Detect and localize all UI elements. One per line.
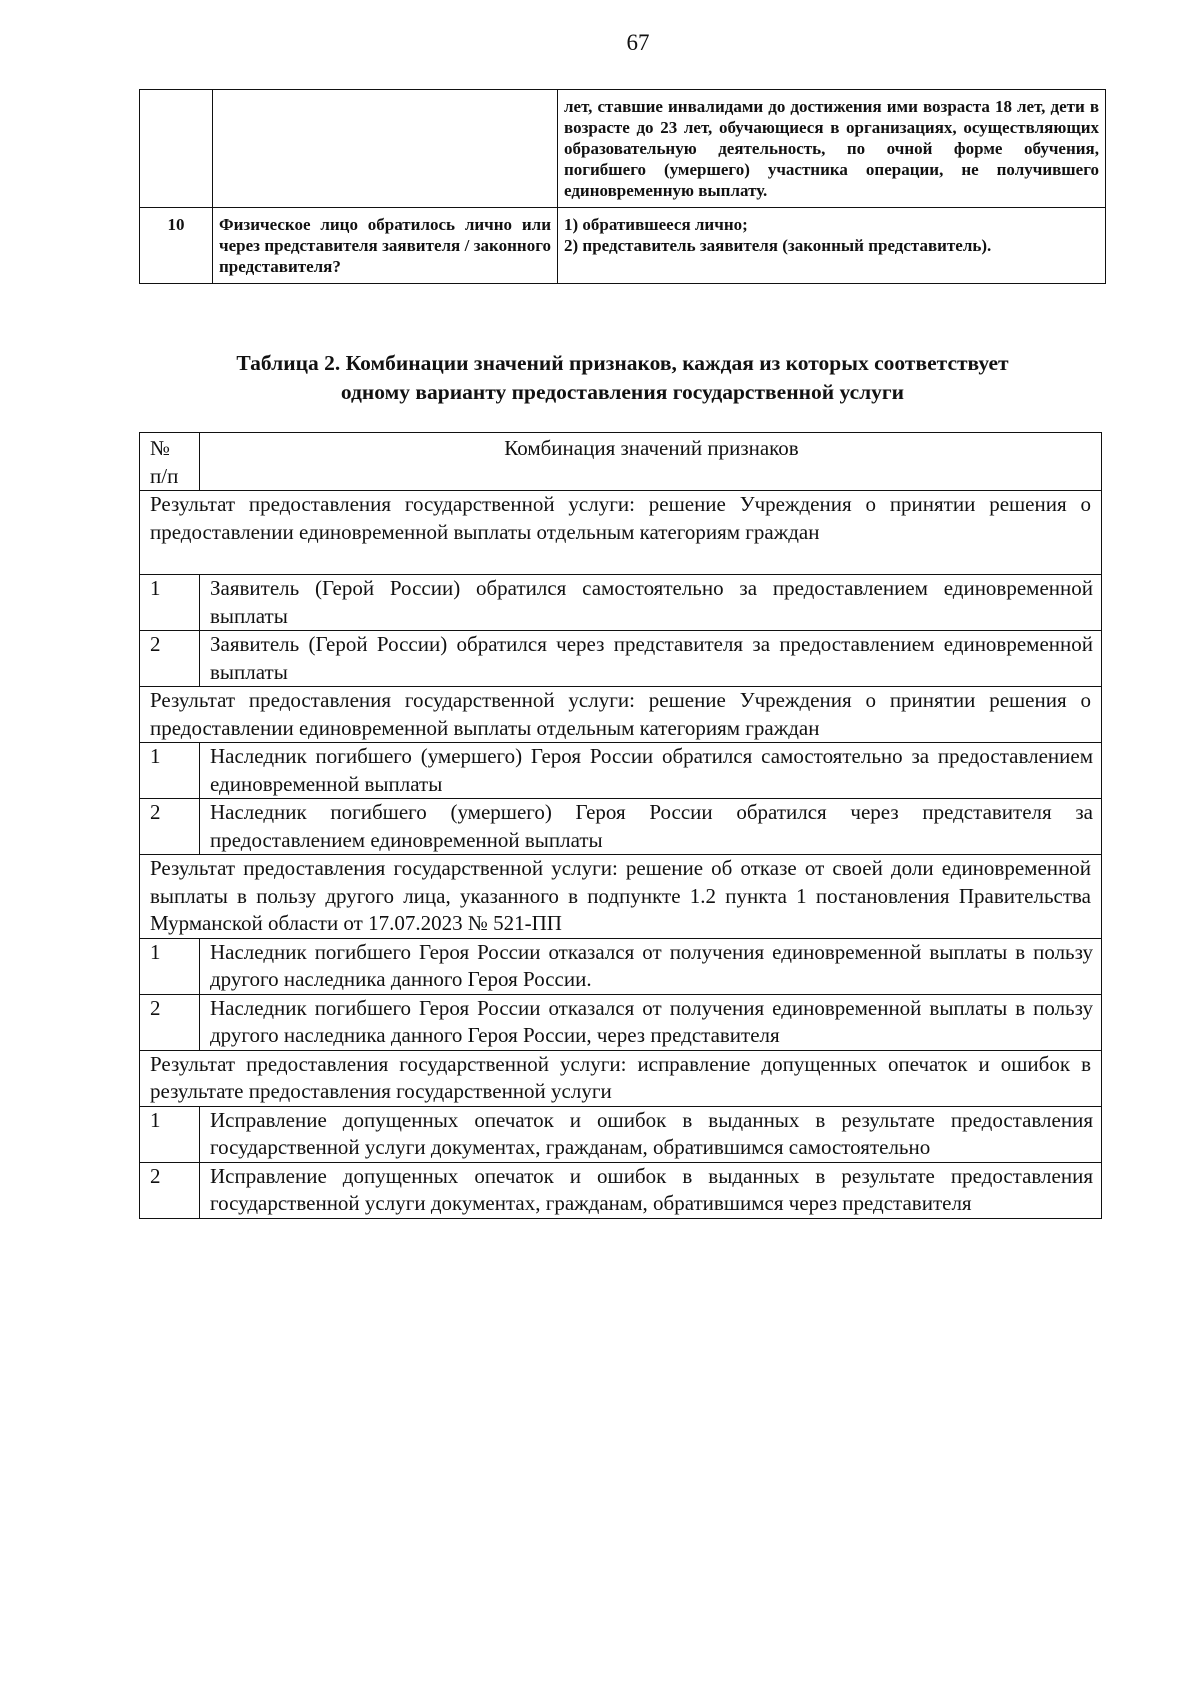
combinations-table	[139, 432, 1102, 1219]
combination-cell: Исправление допущенных опечаток и ошибок в выданных в результате предоставления государственной услуги документах, гражданам, обратившимся самостоятельно	[200, 1106, 1102, 1162]
combination-cell: Наследник погибшего (умершего) Героя России обратился самостоятельно за предоставлением единовременной выплаты	[200, 743, 1102, 799]
question-cell: Физическое лицо обратилось лично или через представителя заявителя / законного представителя?	[213, 208, 558, 284]
table-row	[140, 938, 1102, 994]
answer-cell	[558, 208, 1106, 284]
table2-title-line: Таблица 2. Комбинации значений признаков, каждая из которых соответствует	[236, 351, 1009, 375]
table-row	[140, 208, 1106, 284]
combination-cell: Наследник погибшего (умершего) Героя России обратился через представителя за предоставлением единовременной выплаты	[200, 799, 1102, 855]
row-number-cell: 2	[140, 631, 200, 687]
row-number-cell: 1	[140, 938, 200, 994]
table-row	[140, 994, 1102, 1050]
answer-option: 2) представитель заявителя (законный представитель).	[564, 236, 992, 255]
table-row	[140, 575, 1102, 631]
table-row	[140, 799, 1102, 855]
row-number-cell: 10	[140, 208, 213, 284]
row-number-cell: 2	[140, 1162, 200, 1218]
table-row	[140, 90, 1106, 208]
row-number-cell: 1	[140, 1106, 200, 1162]
combination-cell: Наследник погибшего Героя России отказался от получения единовременной выплаты в пользу другого наследника данного Героя России, через представителя	[200, 994, 1102, 1050]
row-number-cell: 1	[140, 575, 200, 631]
section-heading: Результат предоставления государственной услуги: решение Учреждения о принятии решения о предоставлении единовременной выплаты отдельным категориям граждан	[140, 491, 1102, 575]
row-number-cell	[140, 90, 213, 208]
table2-title-line: одному варианту предоставления государственной услуги	[340, 380, 905, 404]
row-number-cell: 2	[140, 994, 200, 1050]
header-num-symbol: №	[150, 436, 171, 460]
table-row	[140, 1162, 1102, 1218]
section-heading-row	[140, 687, 1102, 743]
combination-cell: Наследник погибшего Героя России отказался от получения единовременной выплаты в пользу другого наследника данного Героя России.	[200, 938, 1102, 994]
header-num-label: п/п	[150, 463, 179, 488]
answer-cell: лет, ставшие инвалидами до достижения ими возраста 18 лет, дети в возрасте до 23 лет, обучающиеся в организациях, осуществляющих образовательную деятельность, по очной форме обучения, погибшего (умершего) участника операции, не получившего единовременную выплату.	[558, 90, 1106, 208]
page-number: 67	[626, 30, 650, 55]
combination-cell: Заявитель (Герой России) обратился самостоятельно за предоставлением единовременной выплаты	[200, 575, 1102, 631]
row-number-cell: 1	[140, 743, 200, 799]
row-number-cell: 2	[140, 799, 200, 855]
section-heading: Результат предоставления государственной услуги: исправление допущенных опечаток и ошибок в результате предоставления государственной услуги	[140, 1050, 1102, 1106]
section-heading: Результат предоставления государственной услуги: решение об отказе от своей доли единовременной выплаты в пользу другого лица, указанного в подпункте 1.2 пункта 1 постановления Правительства Мурманской области от 17.07.2023 № 521-ПП	[140, 855, 1102, 939]
section-heading-row	[140, 491, 1102, 575]
question-cell	[213, 90, 558, 208]
section-heading-row	[140, 1050, 1102, 1106]
criteria-table-continuation	[139, 89, 1106, 284]
combination-cell: Исправление допущенных опечаток и ошибок в выданных в результате предоставления государственной услуги документах, гражданам, обратившимся через представителя	[200, 1162, 1102, 1218]
header-title-cell: Комбинация значений признаков	[200, 433, 1102, 491]
table-row	[140, 743, 1102, 799]
section-heading-row	[140, 855, 1102, 939]
combination-cell: Заявитель (Герой России) обратился через представителя за предоставлением единовременной выплаты	[200, 631, 1102, 687]
table-header-row	[140, 433, 1102, 491]
table2-title	[139, 349, 1106, 407]
table-row	[140, 1106, 1102, 1162]
header-num-cell	[140, 433, 200, 491]
answer-option: 1) обратившееся лично;	[564, 215, 748, 234]
table-row	[140, 631, 1102, 687]
section-heading: Результат предоставления государственной услуги: решение Учреждения о принятии решения о предоставлении единовременной выплаты отдельным категориям граждан	[140, 687, 1102, 743]
